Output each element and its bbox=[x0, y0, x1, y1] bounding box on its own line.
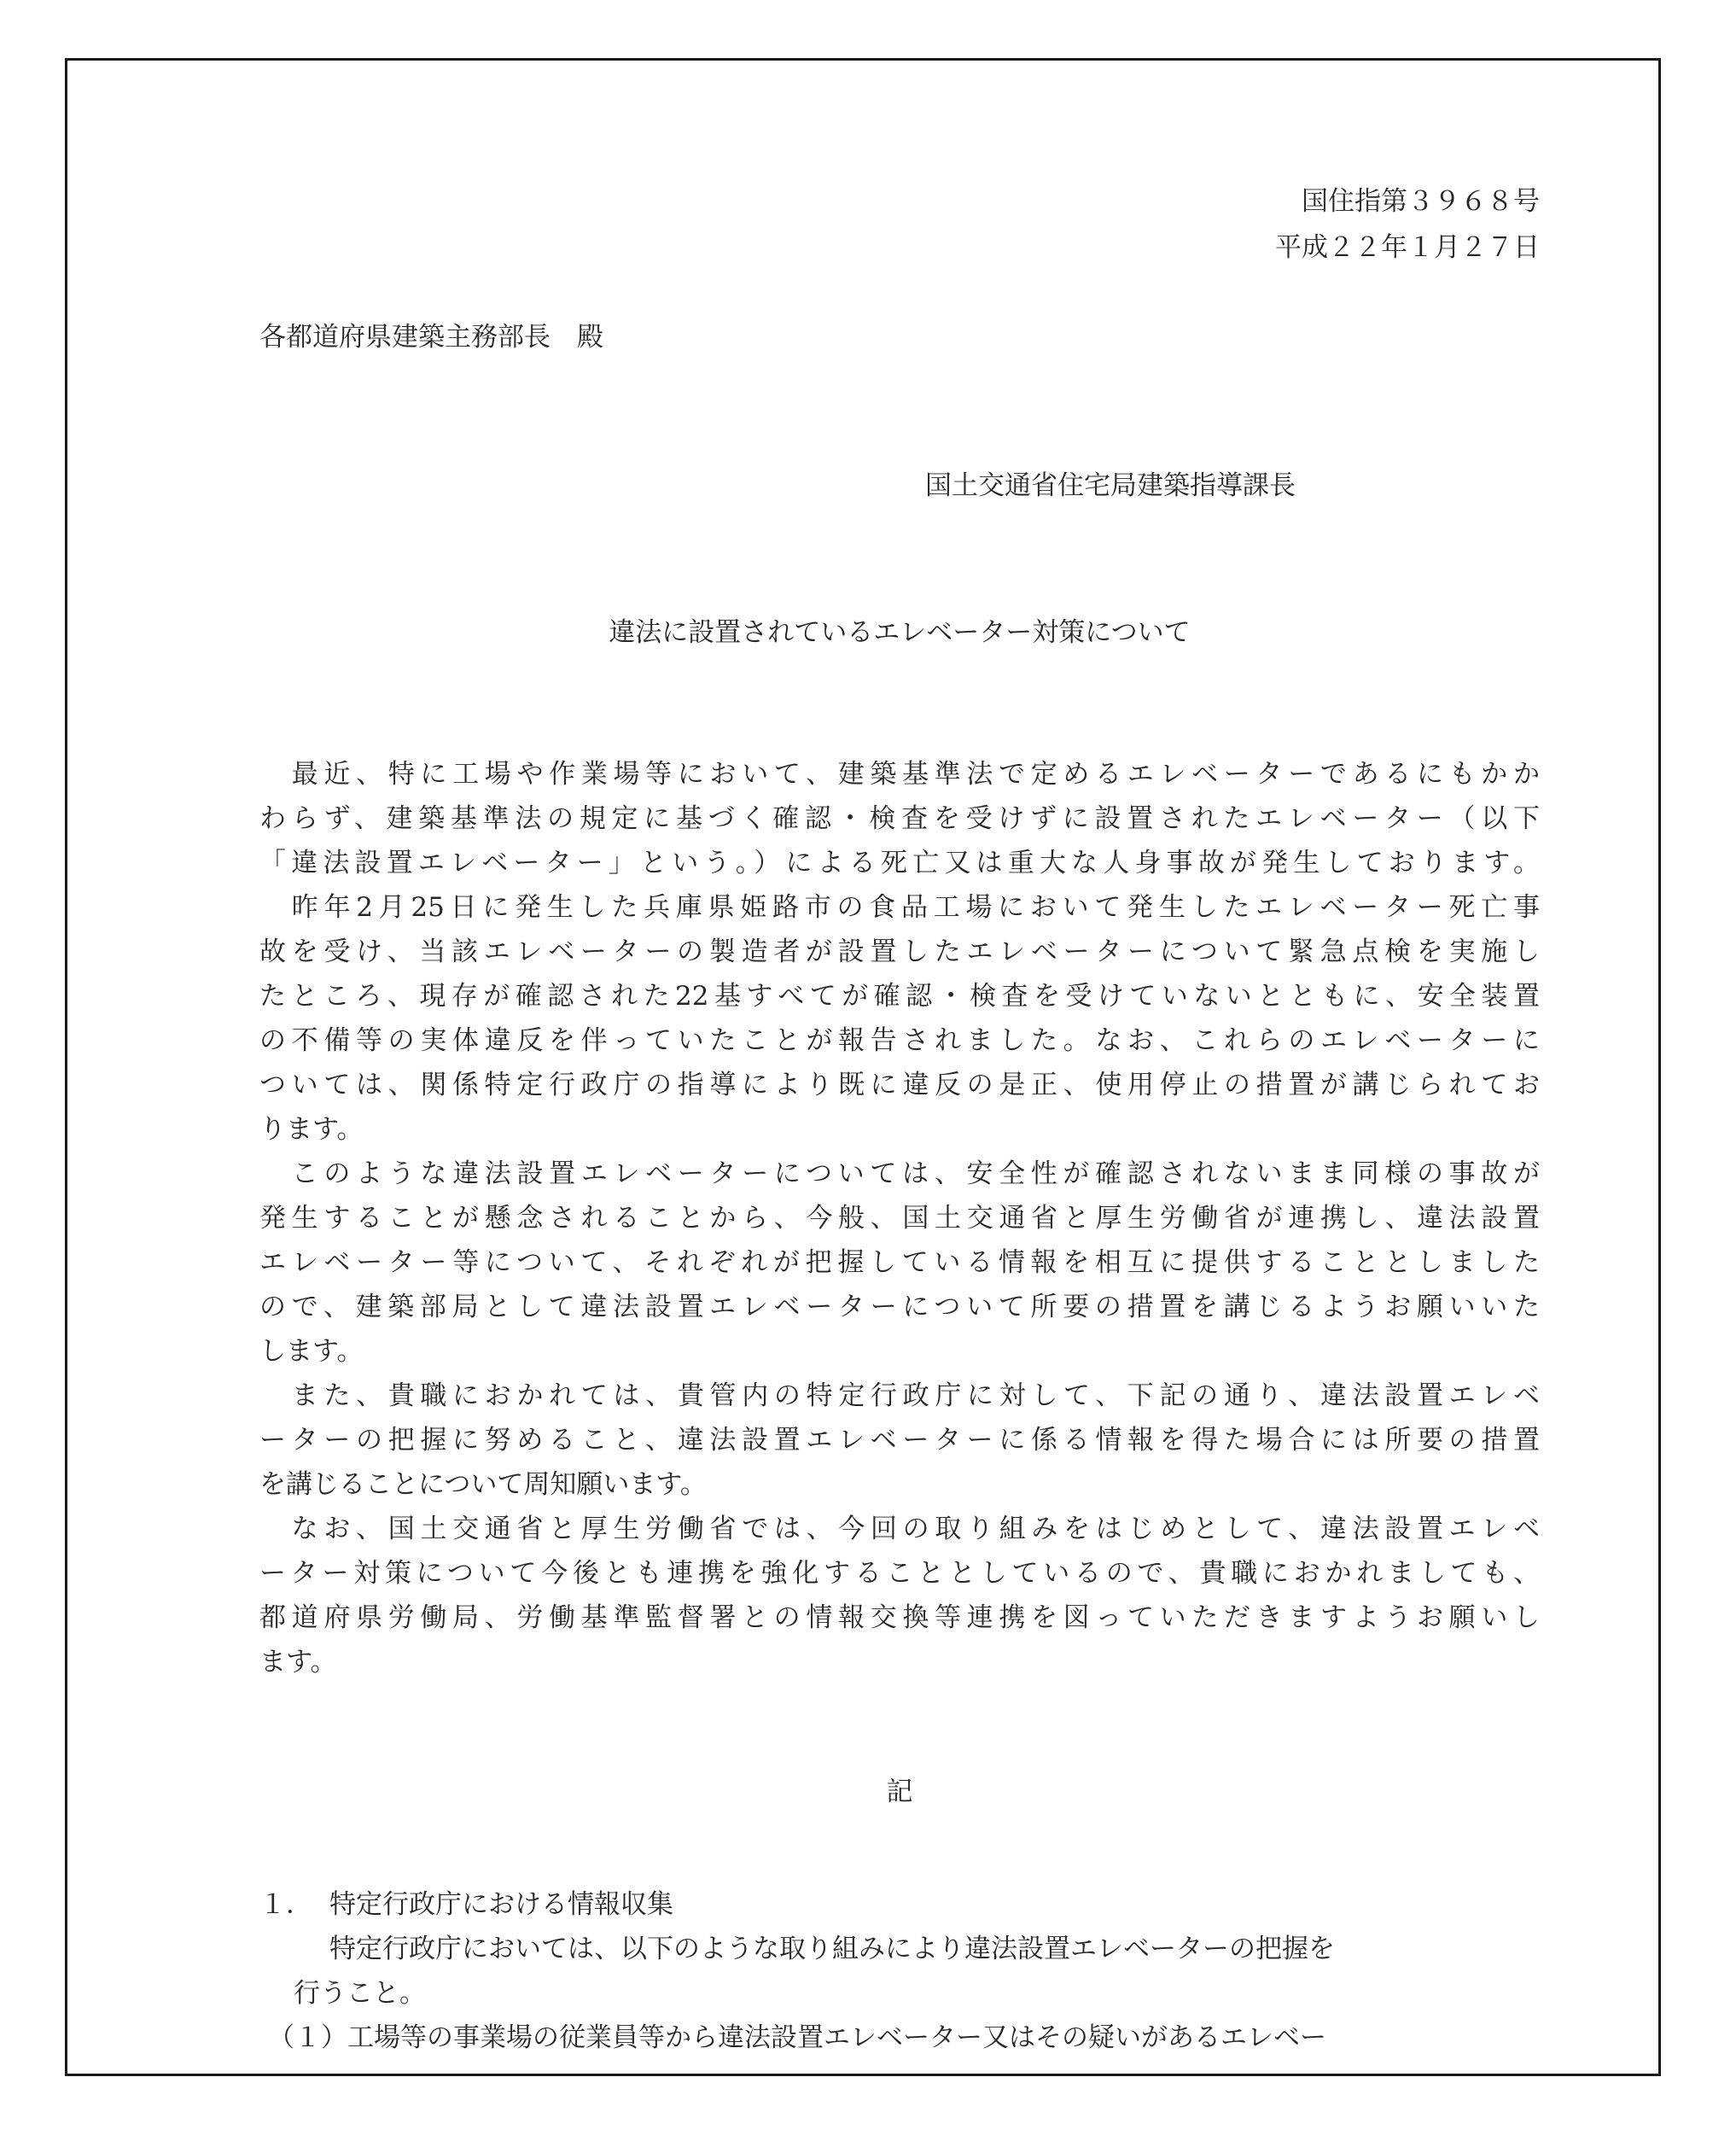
items-section bbox=[259, 1882, 1540, 2060]
document-number: 国住指第３９６８号 bbox=[1302, 186, 1540, 217]
body-text bbox=[259, 752, 1540, 1684]
document-meta bbox=[942, 178, 1540, 271]
body-line: 発生することが懸念されることから、今般、国土交通省と厚生労働省が連携し、違法設置 bbox=[259, 1203, 1540, 1234]
sender: 国土交通省住宅局建築指導課長 bbox=[925, 470, 1296, 501]
body-line: ついては、関係特定行政庁の指導により既に違反の是正、使用停止の措置が講じられてお bbox=[259, 1070, 1540, 1100]
body-line: ので、建築部局として違法設置エレベーターについて所要の措置を講じるようお願いいた bbox=[259, 1292, 1540, 1322]
sub-item-1: （１）工場等の事業場の従業員等から違法設置エレベーター又はその疑いがあるエレベー bbox=[268, 2022, 1326, 2053]
body-line: また、貴職におかれては、貴管内の特定行政庁に対して、下記の通り、違法設置エレベ bbox=[259, 1380, 1540, 1411]
body-line: わらず、建築基準法の規定に基づく確認・検査を受けずに設置されたエレベーター（以下 bbox=[259, 803, 1540, 834]
document-date: 平成２２年１月２７日 bbox=[1275, 232, 1540, 263]
body-line: の不備等の実体違反を伴っていたことが報告されました。なお、これらのエレベーターに bbox=[259, 1025, 1540, 1056]
document-page bbox=[65, 58, 1661, 2076]
item-1-number: １． bbox=[259, 1889, 312, 1920]
body-line: を講じることについて周知願います。 bbox=[259, 1469, 707, 1500]
body-line: します。 bbox=[259, 1336, 364, 1367]
document-subject: 違法に設置されているエレベーター対策について bbox=[609, 617, 1191, 648]
addressee: 各都道府県建築主務部長 殿 bbox=[259, 322, 603, 353]
ki-heading: 記 bbox=[886, 1777, 913, 1807]
body-line: ます。 bbox=[259, 1647, 337, 1677]
body-line: ーター対策について今後とも連携を強化することとしているので、貴職におかれましても、 bbox=[259, 1558, 1540, 1589]
item-1-line-2: 行うこと。 bbox=[294, 1978, 426, 2009]
item-1-title: 特定行政庁における情報収集 bbox=[329, 1889, 673, 1920]
body-line: ーターの把握に努めること、違法設置エレベーターに係る情報を得た場合には所要の措置 bbox=[259, 1425, 1540, 1456]
body-line: 「違法設置エレベーター」という。）による死亡又は重大な人身事故が発生しております。 bbox=[259, 848, 1540, 878]
body-line: 昨年2月25日に発生した兵庫県姫路市の食品工場において発生したエレベーター死亡事 bbox=[259, 892, 1540, 923]
body-line: なお、国土交通省と厚生労働省では、今回の取り組みをはじめとして、違法設置エレベ bbox=[259, 1514, 1540, 1544]
item-1-line-1: 特定行政庁においては、以下のような取り組みにより違法設置エレベーターの把握を bbox=[329, 1934, 1335, 1964]
body-line: エレベーター等について、それぞれが把握している情報を相互に提供することとしました bbox=[259, 1247, 1540, 1278]
body-line: このような違法設置エレベーターについては、安全性が確認されないまま同様の事故が bbox=[259, 1158, 1540, 1189]
item-1-heading bbox=[259, 1882, 1540, 1927]
body-line: 故を受け、当該エレベーターの製造者が設置したエレベーターについて緊急点検を実施し bbox=[259, 936, 1540, 967]
body-line: ります。 bbox=[259, 1114, 364, 1145]
body-line: 都道府県労働局、労働基準監督署との情報交換等連携を図っていただきますようお願いし bbox=[259, 1602, 1540, 1633]
body-line: たところ、現存が確認された22基すべてが確認・検査を受けていないとともに、安全装置 bbox=[259, 981, 1540, 1012]
body-line: 最近、特に工場や作業場等において、建築基準法で定めるエレベーターであるにもかか bbox=[259, 759, 1540, 790]
